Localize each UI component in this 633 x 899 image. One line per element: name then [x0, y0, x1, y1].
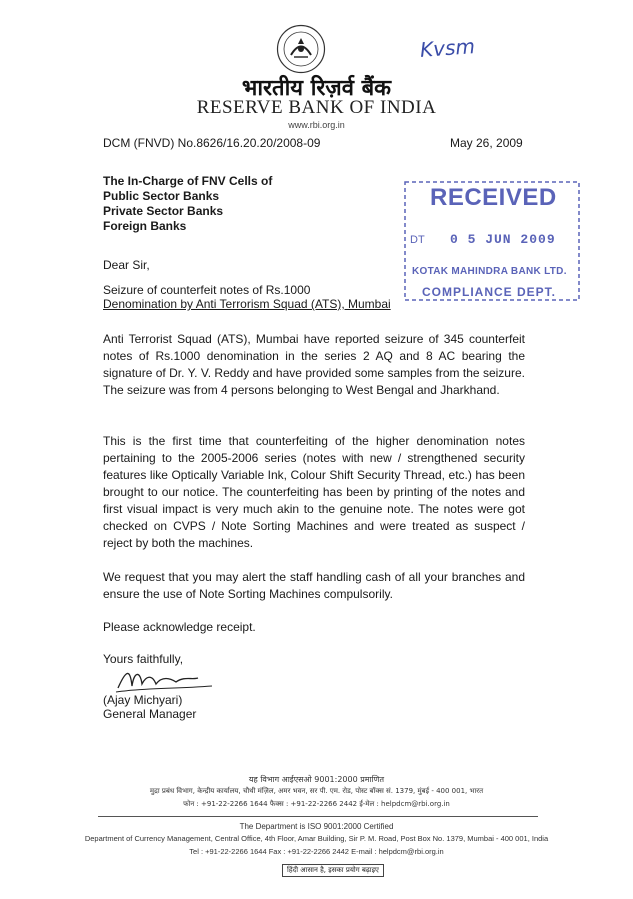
- bank-website: www.rbi.org.in: [288, 120, 345, 130]
- paragraph-counterfeit-details: This is the first time that counterfeiting of the higher denomination notes pertaining to the 2005-2006 series (notes with new / strengthened security features like Optically Variable Ink, Colour Shift Security Thread, etc.) has been brought to our notice. The counterfeiting has been by printing of the notes and first visual impact is very much akin to the genuine note. The notes were got checked on CVPS / Note Sorting Machines and were treated as suspect / reject by both the machines.: [103, 434, 525, 550]
- stamp-bank: KOTAK MAHINDRA BANK LTD.: [412, 266, 567, 277]
- signatory-name: (Ajay Michyari): [103, 693, 183, 707]
- reference-number: DCM (FNVD) No.8626/16.20.20/2008-09: [103, 136, 321, 150]
- stamp-received: RECEIVED: [430, 184, 557, 211]
- rbi-emblem-seal: [276, 24, 326, 74]
- subject-line-underlined: Denomination by Anti Terrorism Squad (ATS), Mumbai: [103, 297, 391, 311]
- bank-name-english: RESERVE BANK OF INDIA: [196, 97, 437, 118]
- addressee-block: [103, 174, 272, 234]
- addressee-line: Foreign Banks: [103, 219, 187, 233]
- acknowledge-line: Please acknowledge receipt.: [103, 620, 256, 634]
- footer-hindi-address: मुद्रा प्रबंध विभाग, केन्द्रीय कार्यालय, चौथी मंज़िल, अमर भवन, सर पी. एम. रोड, पोस्ट बॉक्स सं. 1379, मुंबई - 400 001, भारत: [149, 787, 484, 795]
- subject-line: Seizure of counterfeit notes of Rs.1000: [103, 283, 311, 297]
- handwritten-note: Kvsm: [419, 34, 476, 62]
- footer-hindi-iso: यह विभाग आईएसओ 9001:2000 प्रमाणित: [248, 775, 385, 784]
- stamp-date: 0 5 JUN 2009: [450, 232, 556, 247]
- letter-date: May 26, 2009: [450, 136, 523, 150]
- addressee-line: Public Sector Banks: [103, 189, 220, 203]
- footer-address: Department of Currency Management, Central Office, 4th Floor, Amar Building, Sir P. M. Road, Post Box No. 1379, Mumbai - 400 001, India: [84, 834, 549, 843]
- signatory-block: [103, 693, 196, 721]
- received-stamp: [402, 180, 582, 304]
- footer-hindi-contact: फोन : +91-22-2266 1644 फैक्स : +91-22-2266 2442 ई-मेल : helpdcm@rbi.org.in: [183, 800, 450, 808]
- signatory-title: General Manager: [103, 707, 197, 721]
- footer-iso-certified: The Department is ISO 9001:2000 Certified: [239, 822, 394, 831]
- stamp-department: COMPLIANCE DEPT.: [422, 285, 557, 299]
- footer-hindi-slogan: हिंदी आसान है, इसका प्रयोग बढ़ाइए: [282, 864, 384, 877]
- closing: Yours faithfully,: [103, 652, 184, 666]
- addressee-line: Private Sector Banks: [103, 204, 224, 218]
- bank-name-hindi: भारतीय रिज़र्व बैंक: [241, 76, 392, 101]
- salutation: Dear Sir,: [103, 258, 150, 272]
- paragraph-seizure: Anti Terrorist Squad (ATS), Mumbai have reported seizure of 345 counterfeit notes of Rs.1000 denomination in the series 2 AQ and 8 AC bearing the signature of Dr. Y. V. Reddy and have provided some samples from the seizure. The seizure was from 4 persons belonging to West Bengal and Jharkhand.: [103, 332, 525, 397]
- paragraph-request: We request that you may alert the staff handling cash of all your branches and ensure the use of Note Sorting Machines compulsorily.: [103, 570, 525, 601]
- stamp-dt-label: DT: [410, 234, 425, 246]
- addressee-line: The In-Charge of FNV Cells of: [103, 174, 273, 188]
- subject: [103, 283, 391, 311]
- footer-contact: Tel : +91-22-2266 1644 Fax : +91-22-2266 2442 E-mail : helpdcm@rbi.org.in: [189, 847, 444, 856]
- footer-divider: [98, 816, 538, 817]
